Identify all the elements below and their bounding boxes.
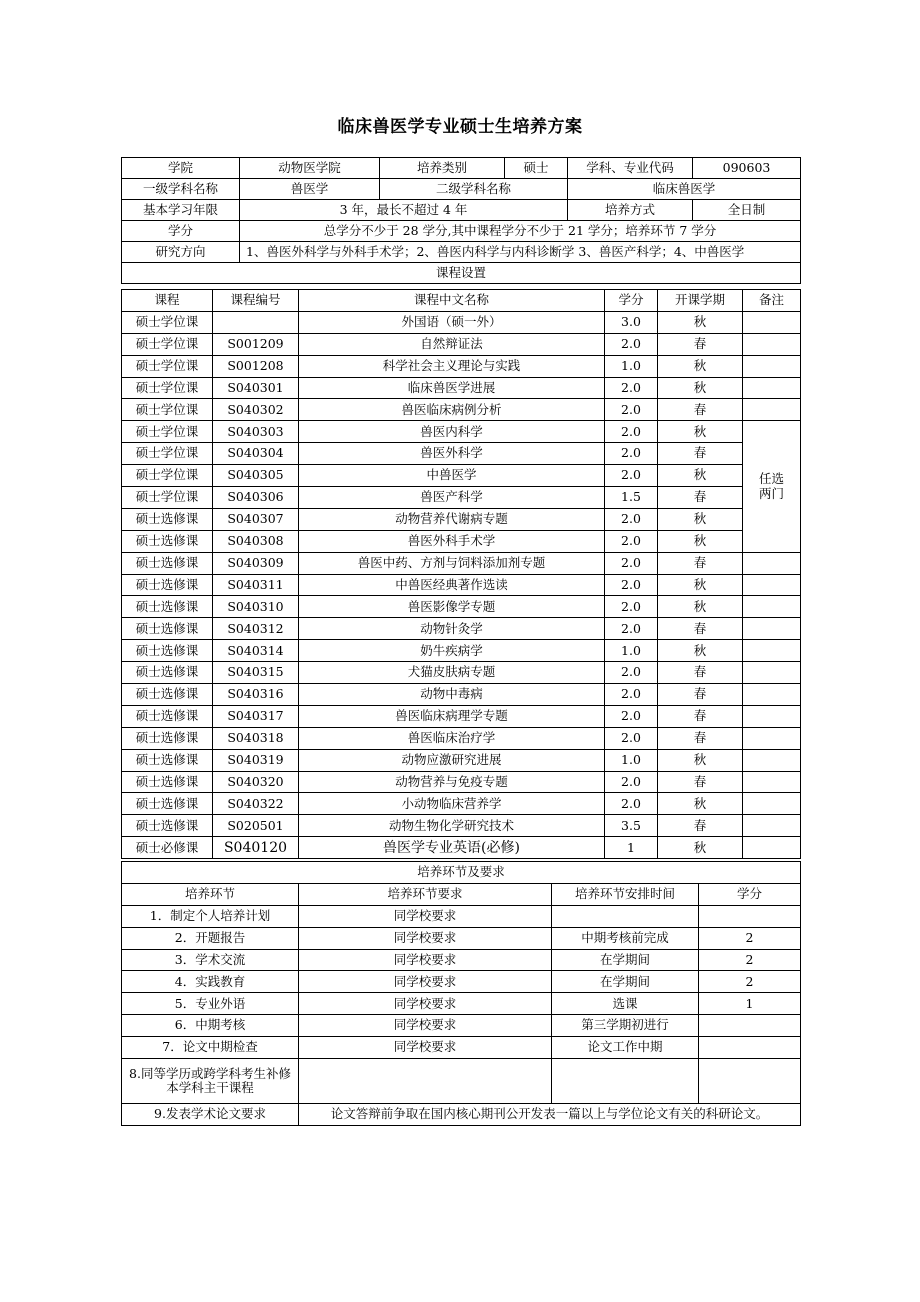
course-category: 硕士学位课: [122, 487, 213, 509]
course-credit: 2.0: [605, 421, 658, 443]
course-name: 自然辩证法: [299, 333, 605, 355]
training-row-8: [122, 1059, 801, 1104]
course-row: [122, 508, 801, 530]
course-note: [743, 662, 801, 684]
course-name: 兽医临床病理学专题: [299, 705, 605, 727]
training-row: [122, 927, 801, 949]
course-category: 硕士学位课: [122, 421, 213, 443]
course-code: S040307: [213, 508, 299, 530]
course-credit: 2.0: [605, 793, 658, 815]
course-category: 硕士学位课: [122, 311, 213, 333]
course-category: 硕士选修课: [122, 508, 213, 530]
course-code: S040120: [213, 837, 299, 859]
training-credit: 2: [699, 949, 801, 971]
course-note: [743, 793, 801, 815]
second-subject-label: 二级学科名称: [380, 179, 568, 200]
course-credit: 2.0: [605, 596, 658, 618]
course-name: 动物生物化学研究技术: [299, 815, 605, 837]
course-note: [743, 399, 801, 421]
course-row: [122, 487, 801, 509]
training-row: [122, 1015, 801, 1037]
course-semester: 秋: [658, 508, 743, 530]
course-code: S001209: [213, 333, 299, 355]
course-row: [122, 837, 801, 859]
training-requirement: 同学校要求: [299, 949, 552, 971]
course-credit: 2.0: [605, 705, 658, 727]
course-category: 硕士选修课: [122, 684, 213, 706]
training-requirement: 同学校要求: [299, 905, 552, 927]
training-time: 论文工作中期: [552, 1037, 699, 1059]
course-note: [743, 684, 801, 706]
training-requirement: 同学校要求: [299, 927, 552, 949]
course-note: [743, 333, 801, 355]
course-row: [122, 530, 801, 552]
training-item: 3．学术交流: [122, 949, 299, 971]
course-category: 硕士学位课: [122, 377, 213, 399]
course-name: 兽医临床治疗学: [299, 727, 605, 749]
training-row: [122, 1037, 801, 1059]
course-code: S040322: [213, 793, 299, 815]
course-semester: 秋: [658, 355, 743, 377]
training-time: 选课: [552, 993, 699, 1015]
training-row: [122, 949, 801, 971]
course-category: 硕士选修课: [122, 530, 213, 552]
course-semester: 春: [658, 684, 743, 706]
course-code: S001208: [213, 355, 299, 377]
training-header-requirement: 培养环节要求: [299, 883, 552, 905]
training-requirement: 同学校要求: [299, 1015, 552, 1037]
course-code: S040305: [213, 465, 299, 487]
mode-value: 全日制: [693, 200, 801, 221]
course-category: 硕士学位课: [122, 443, 213, 465]
course-credit: 1.0: [605, 355, 658, 377]
training-row: [122, 971, 801, 993]
course-category: 硕士选修课: [122, 552, 213, 574]
course-name: 兽医外科手术学: [299, 530, 605, 552]
training-time: 在学期间: [552, 971, 699, 993]
duration-label: 基本学习年限: [122, 200, 240, 221]
course-semester: 春: [658, 662, 743, 684]
course-credit: 2.0: [605, 465, 658, 487]
course-note: [743, 618, 801, 640]
course-note: [743, 727, 801, 749]
course-semester: 秋: [658, 749, 743, 771]
type-value: 硕士: [505, 158, 568, 179]
course-credit: 1.0: [605, 640, 658, 662]
course-code: S040304: [213, 443, 299, 465]
course-name: 小动物临床营养学: [299, 793, 605, 815]
mode-label: 培养方式: [568, 200, 693, 221]
course-row: [122, 771, 801, 793]
course-note-elective: 任选两门: [743, 421, 801, 552]
course-name: 兽医中药、方剂与饲料添加剂专题: [299, 552, 605, 574]
course-credit: 2.0: [605, 552, 658, 574]
course-name: 中兽医经典著作选读: [299, 574, 605, 596]
course-name: 兽医外科学: [299, 443, 605, 465]
training-time: 第三学期初进行: [552, 1015, 699, 1037]
course-credit: 2.0: [605, 662, 658, 684]
course-row: [122, 552, 801, 574]
course-credit: 2.0: [605, 508, 658, 530]
course-code: S040317: [213, 705, 299, 727]
course-row: [122, 355, 801, 377]
course-category: 硕士选修课: [122, 771, 213, 793]
training-row: [122, 993, 801, 1015]
training-credit: 1: [699, 993, 801, 1015]
training-credit: [699, 1015, 801, 1037]
course-credit: 2.0: [605, 377, 658, 399]
first-subject-value: 兽医学: [240, 179, 380, 200]
course-semester: 秋: [658, 837, 743, 859]
course-row: [122, 793, 801, 815]
code-value: 090603: [693, 158, 801, 179]
training-credit: 2: [699, 927, 801, 949]
course-code: S040306: [213, 487, 299, 509]
course-code: S040303: [213, 421, 299, 443]
course-code: [213, 311, 299, 333]
course-category: 硕士选修课: [122, 662, 213, 684]
course-semester: 春: [658, 618, 743, 640]
course-row: [122, 618, 801, 640]
course-note: [743, 640, 801, 662]
course-header-name: 课程中文名称: [299, 290, 605, 312]
training-header-time: 培养环节安排时间: [552, 883, 699, 905]
course-row: [122, 421, 801, 443]
course-category: 硕士学位课: [122, 465, 213, 487]
course-note: [743, 355, 801, 377]
course-note: [743, 749, 801, 771]
training-requirement: 同学校要求: [299, 993, 552, 1015]
course-credit: 2.0: [605, 333, 658, 355]
course-semester: 秋: [658, 421, 743, 443]
course-row: [122, 443, 801, 465]
training-requirement: 同学校要求: [299, 1037, 552, 1059]
course-credit: 2.0: [605, 530, 658, 552]
course-semester: 秋: [658, 530, 743, 552]
training-credit: 2: [699, 971, 801, 993]
course-row: [122, 749, 801, 771]
course-code: S040320: [213, 771, 299, 793]
duration-value: 3 年，最长不超过 4 年: [240, 200, 568, 221]
course-note: [743, 815, 801, 837]
course-semester: 春: [658, 705, 743, 727]
course-code: S040311: [213, 574, 299, 596]
training-header-item: 培养环节: [122, 883, 299, 905]
course-category: 硕士学位课: [122, 399, 213, 421]
first-subject-label: 一级学科名称: [122, 179, 240, 200]
course-code: S040308: [213, 530, 299, 552]
course-category: 硕士选修课: [122, 705, 213, 727]
course-credit: 2.0: [605, 771, 658, 793]
course-credit: 3.5: [605, 815, 658, 837]
course-semester: 秋: [658, 574, 743, 596]
course-category: 硕士学位课: [122, 355, 213, 377]
course-name: 动物应激研究进展: [299, 749, 605, 771]
training-row-9: [122, 1104, 801, 1126]
training-item: 7．论文中期检查: [122, 1037, 299, 1059]
course-note: [743, 552, 801, 574]
course-code: S040316: [213, 684, 299, 706]
course-category: 硕士选修课: [122, 640, 213, 662]
training-requirement: [299, 1059, 552, 1104]
research-label: 研究方向: [122, 242, 240, 263]
course-name: 动物营养与免疫专题: [299, 771, 605, 793]
training-item: 1．制定个人培养计划: [122, 905, 299, 927]
course-code: S020501: [213, 815, 299, 837]
course-header-row: [122, 290, 801, 312]
course-row: [122, 465, 801, 487]
course-semester: 秋: [658, 640, 743, 662]
course-semester: 春: [658, 552, 743, 574]
training-item: 4．实践教育: [122, 971, 299, 993]
code-label: 学科、专业代码: [568, 158, 693, 179]
course-row: [122, 333, 801, 355]
course-name: 兽医内科学: [299, 421, 605, 443]
course-semester: 春: [658, 487, 743, 509]
training-requirement: 同学校要求: [299, 971, 552, 993]
course-code: S040314: [213, 640, 299, 662]
course-credit: 1.5: [605, 487, 658, 509]
training-time: [552, 1059, 699, 1104]
course-semester: 秋: [658, 311, 743, 333]
course-row: [122, 662, 801, 684]
training-section-title: 培养环节及要求: [122, 862, 801, 884]
course-credit: 1.0: [605, 749, 658, 771]
course-note: [743, 771, 801, 793]
course-name: 兽医学专业英语(必修): [299, 837, 605, 859]
course-code: S040319: [213, 749, 299, 771]
course-name: 兽医产科学: [299, 487, 605, 509]
course-code: S040310: [213, 596, 299, 618]
training-item: 6．中期考核: [122, 1015, 299, 1037]
training-time: 在学期间: [552, 949, 699, 971]
course-semester: 春: [658, 399, 743, 421]
training-item: 9.发表学术论文要求: [122, 1104, 299, 1126]
course-semester: 春: [658, 771, 743, 793]
course-row: [122, 377, 801, 399]
course-semester: 春: [658, 333, 743, 355]
courses-section-title: 课程设置: [122, 263, 801, 284]
course-semester: 秋: [658, 596, 743, 618]
course-credit: 2.0: [605, 727, 658, 749]
course-semester: 秋: [658, 793, 743, 815]
course-code: S040315: [213, 662, 299, 684]
type-label: 培养类别: [380, 158, 505, 179]
course-row: [122, 705, 801, 727]
course-credit: 3.0: [605, 311, 658, 333]
course-row: [122, 815, 801, 837]
course-code: S040309: [213, 552, 299, 574]
course-header-semester: 开课学期: [658, 290, 743, 312]
training-header-credit: 学分: [699, 883, 801, 905]
course-category: 硕士选修课: [122, 815, 213, 837]
course-name: 临床兽医学进展: [299, 377, 605, 399]
course-credit: 2.0: [605, 618, 658, 640]
course-category: 硕士选修课: [122, 727, 213, 749]
course-row: [122, 399, 801, 421]
course-category: 硕士必修课: [122, 837, 213, 859]
training-header-row: [122, 883, 801, 905]
course-category: 硕士选修课: [122, 749, 213, 771]
course-header-code: 课程编号: [213, 290, 299, 312]
training-item: 2．开题报告: [122, 927, 299, 949]
course-category: 硕士选修课: [122, 793, 213, 815]
course-credit: 2.0: [605, 574, 658, 596]
training-item: 8.同等学历或跨学科考生补修本学科主干课程: [122, 1059, 299, 1104]
course-header-note: 备注: [743, 290, 801, 312]
course-semester: 秋: [658, 465, 743, 487]
course-row: [122, 640, 801, 662]
training-time: 中期考核前完成: [552, 927, 699, 949]
course-name: 外国语（硕一外）: [299, 311, 605, 333]
second-subject-value: 临床兽医学: [568, 179, 801, 200]
course-row: [122, 311, 801, 333]
course-category: 硕士学位课: [122, 333, 213, 355]
credits-label: 学分: [122, 221, 240, 242]
training-credit: [699, 1037, 801, 1059]
course-credit: 2.0: [605, 684, 658, 706]
training-table: [121, 861, 801, 1126]
course-note: [743, 705, 801, 727]
training-row: [122, 905, 801, 927]
course-category: 硕士选修课: [122, 596, 213, 618]
research-value: 1、兽医外科学与外科手术学；2、兽医内科学与内科诊断学 3、兽医产科学；4、中兽医学: [240, 242, 801, 263]
course-name: 奶牛疾病学: [299, 640, 605, 662]
course-semester: 春: [658, 443, 743, 465]
course-semester: 春: [658, 727, 743, 749]
course-note: [743, 311, 801, 333]
course-name: 动物营养代谢病专题: [299, 508, 605, 530]
course-row: [122, 596, 801, 618]
training-credit: [699, 905, 801, 927]
course-code: S040301: [213, 377, 299, 399]
training-requirement: 论文答辩前争取在国内核心期刊公开发表一篇以上与学位论文有关的科研论文。: [299, 1104, 801, 1126]
training-credit: [699, 1059, 801, 1104]
course-name: 动物针灸学: [299, 618, 605, 640]
course-name: 中兽医学: [299, 465, 605, 487]
info-table: [121, 157, 801, 284]
course-name: 动物中毒病: [299, 684, 605, 706]
training-item: 5．专业外语: [122, 993, 299, 1015]
course-note: [743, 596, 801, 618]
course-semester: 秋: [658, 377, 743, 399]
training-time: [552, 905, 699, 927]
course-category: 硕士选修课: [122, 574, 213, 596]
course-note: [743, 574, 801, 596]
course-name: 兽医临床病例分析: [299, 399, 605, 421]
course-code: S040312: [213, 618, 299, 640]
course-header-category: 课程: [122, 290, 213, 312]
course-credit: 1: [605, 837, 658, 859]
course-note: [743, 837, 801, 859]
course-name: 犬猫皮肤病专题: [299, 662, 605, 684]
course-table: [121, 289, 801, 859]
course-code: S040318: [213, 727, 299, 749]
course-name: 兽医影像学专题: [299, 596, 605, 618]
page-title: 临床兽医学专业硕士生培养方案: [337, 117, 583, 137]
college-label: 学院: [122, 158, 240, 179]
course-credit: 2.0: [605, 399, 658, 421]
course-note: [743, 377, 801, 399]
course-row: [122, 727, 801, 749]
course-code: S040302: [213, 399, 299, 421]
course-semester: 春: [658, 815, 743, 837]
course-header-credit: 学分: [605, 290, 658, 312]
course-row: [122, 574, 801, 596]
college-value: 动物医学院: [240, 158, 380, 179]
credits-value: 总学分不少于 28 学分,其中课程学分不少于 21 学分；培养环节 7 学分: [240, 221, 801, 242]
course-name: 科学社会主义理论与实践: [299, 355, 605, 377]
course-category: 硕士选修课: [122, 618, 213, 640]
course-credit: 2.0: [605, 443, 658, 465]
course-row: [122, 684, 801, 706]
